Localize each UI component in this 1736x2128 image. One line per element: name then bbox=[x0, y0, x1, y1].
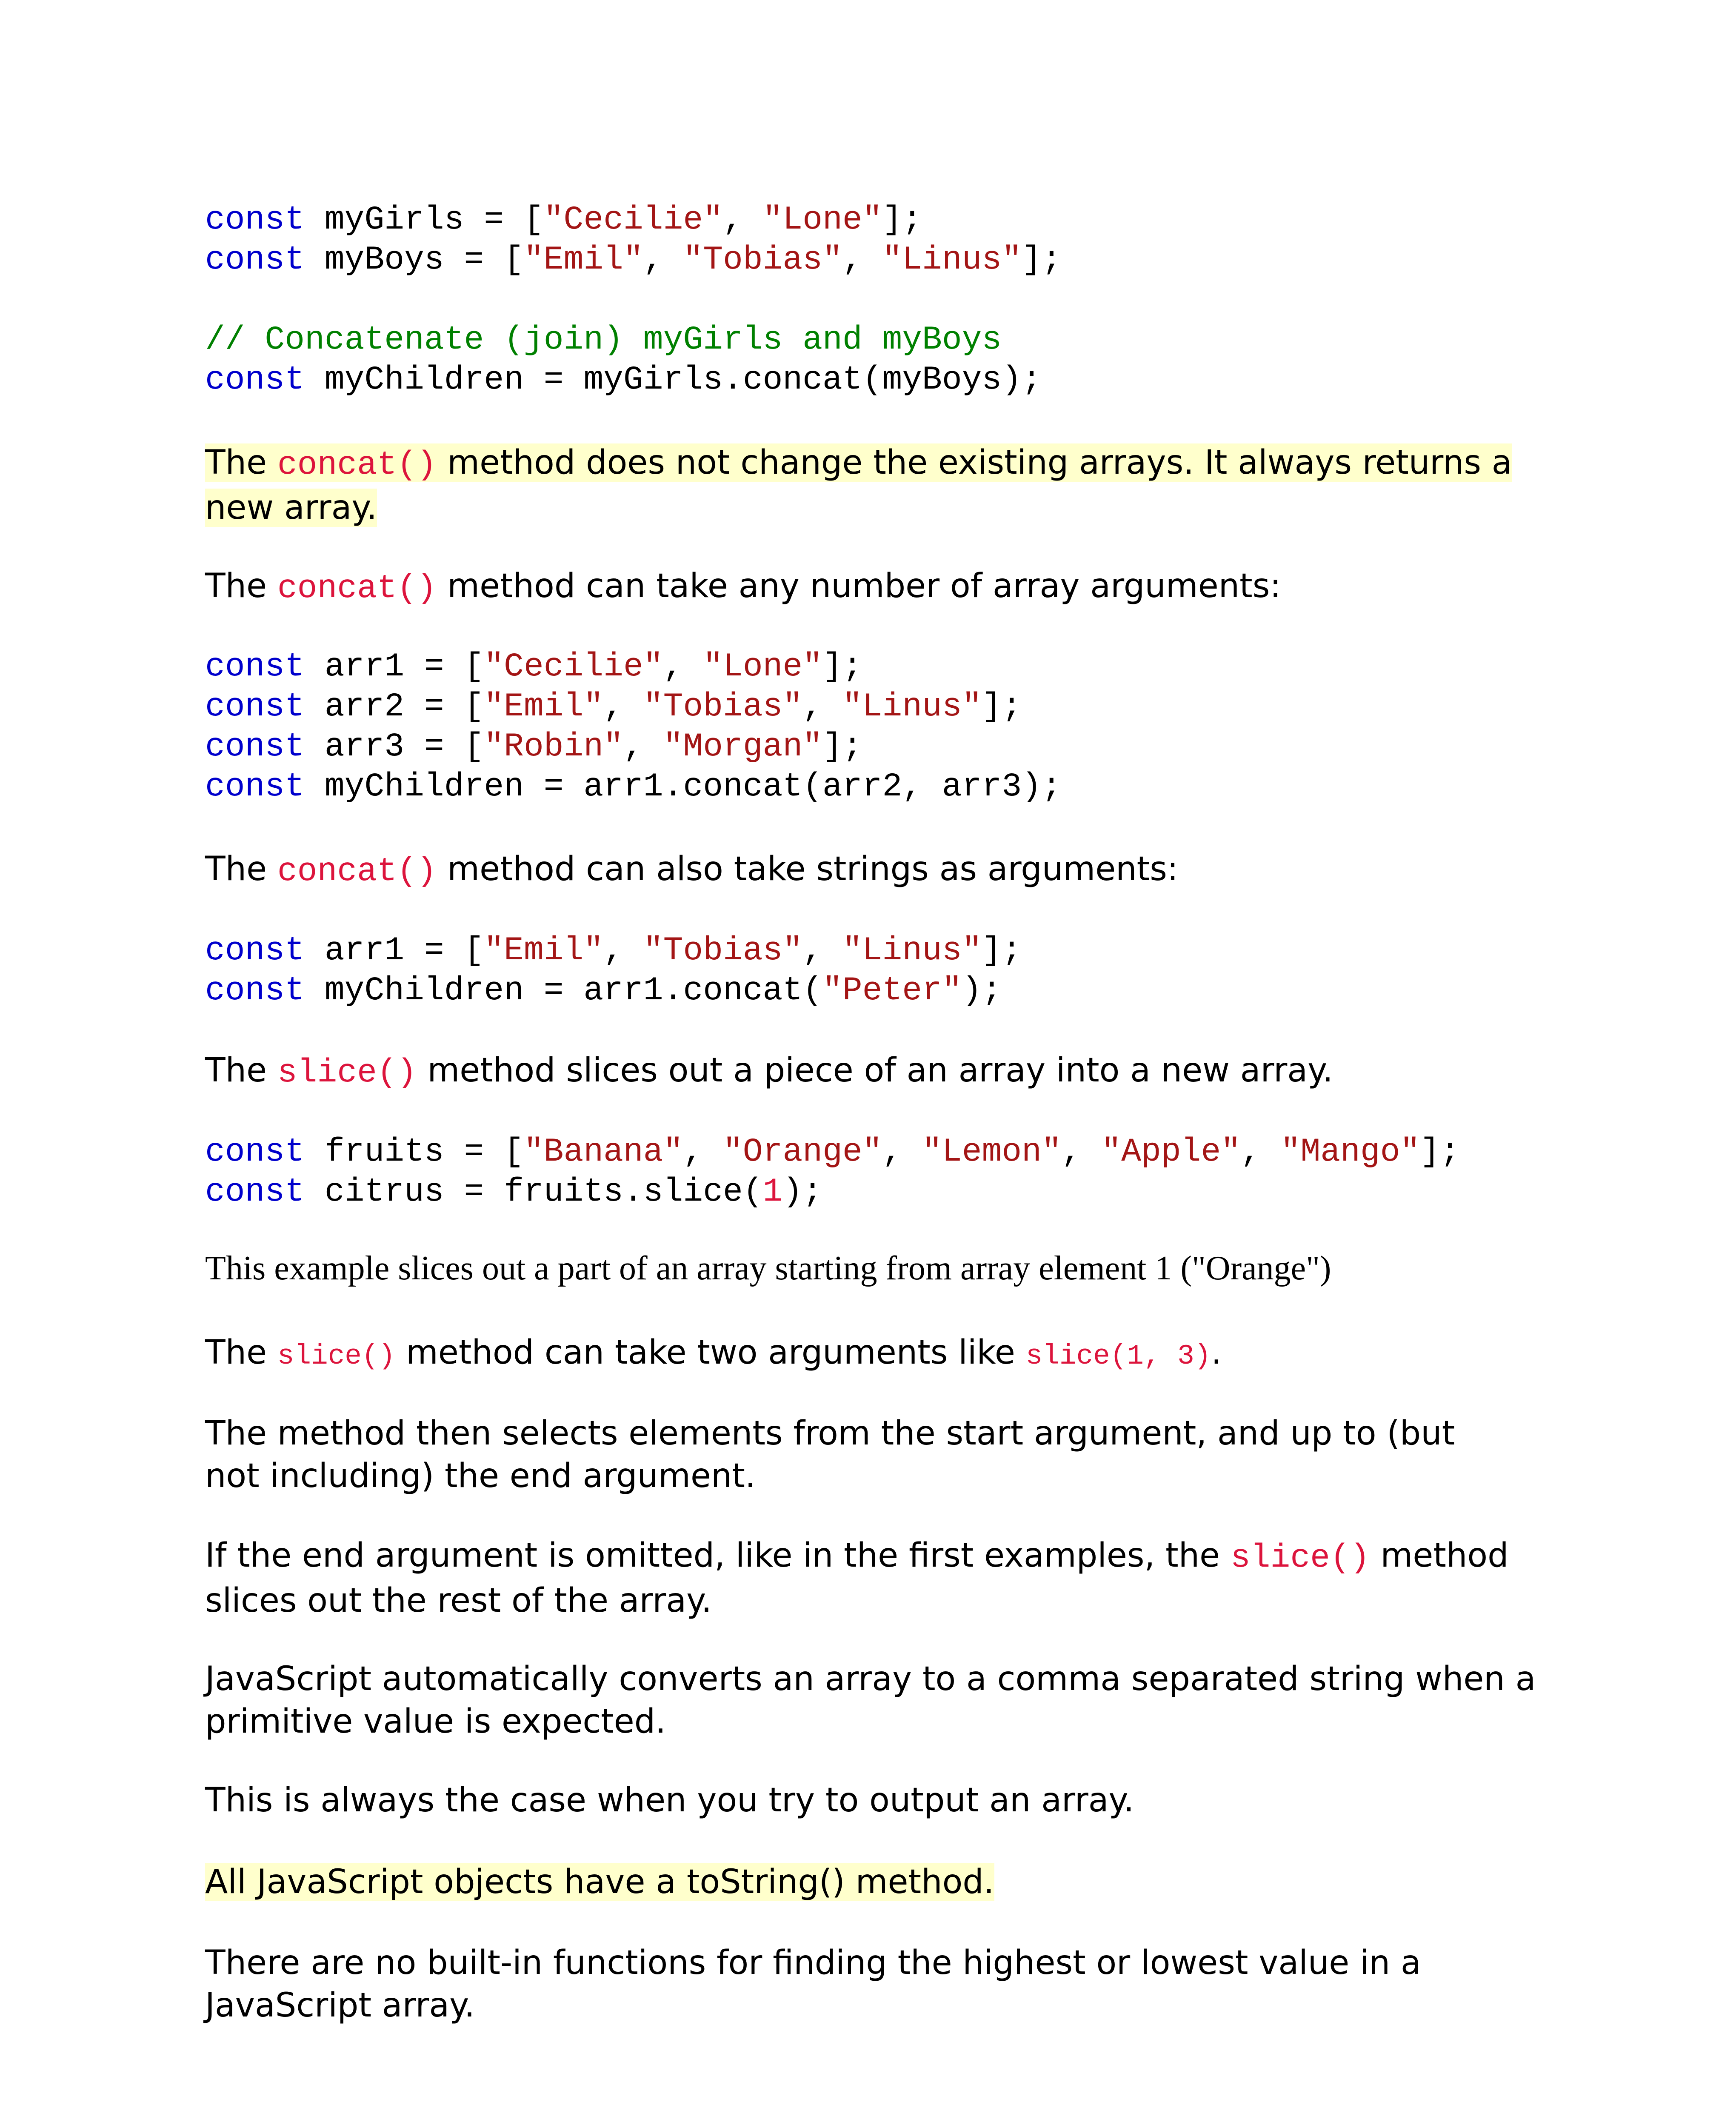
highlighted-text: All JavaScript objects have a toString() method. bbox=[205, 1863, 994, 1901]
code-block-slice-example bbox=[205, 1132, 1460, 1212]
paragraph-concat-arguments: The concat() method can take any number of array arguments: bbox=[205, 567, 1281, 607]
inline-code: concat() bbox=[277, 446, 437, 484]
code-comment: // Concatenate (join) myGirls and myBoys bbox=[205, 321, 1002, 359]
code-block-concat-string-arg bbox=[205, 931, 1022, 1011]
paragraph-no-builtin-max-min: There are no built-in functions for finding the highest or lowest value in a JavaScript array. bbox=[205, 1944, 1421, 2025]
code-block-concat-example bbox=[205, 200, 1062, 280]
code-line: const arr3 = ["Robin", "Morgan"]; bbox=[205, 728, 862, 766]
paragraph-tostring bbox=[205, 1861, 994, 1903]
code-block-concat-multiple bbox=[205, 647, 1062, 807]
paragraph-concat-strings: The concat() method can also take strings as arguments: bbox=[205, 850, 1179, 890]
code-line: const myChildren = arr1.concat(arr2, arr3); bbox=[205, 768, 1062, 806]
code-line: const arr2 = ["Emil", "Tobias", "Linus"]; bbox=[205, 688, 1022, 726]
inline-code: slice() bbox=[1230, 1539, 1370, 1577]
code-line: const myGirls = ["Cecilie", "Lone"]; bbox=[205, 201, 922, 239]
paragraph-slice-example-note: This example slices out a part of an array starting from array element 1 ("Orange") bbox=[205, 1250, 1331, 1287]
inline-code: slice() bbox=[277, 1340, 396, 1372]
code-line: const myChildren = arr1.concat("Peter"); bbox=[205, 972, 1002, 1010]
inline-code: concat() bbox=[277, 853, 437, 890]
highlighted-text: The concat() method does not change the existing arrays. It always returns a new array. bbox=[205, 443, 1512, 527]
code-line: const arr1 = ["Emil", "Tobias", "Linus"]; bbox=[205, 932, 1022, 970]
code-line: const myChildren = myGirls.concat(myBoys); bbox=[205, 361, 1042, 399]
paragraph-slice-intro: The slice() method slices out a piece of an array into a new array. bbox=[205, 1051, 1333, 1092]
paragraph-concat-no-change bbox=[205, 441, 1516, 529]
code-block-concat-join bbox=[205, 320, 1042, 400]
code-line: const arr1 = ["Cecilie", "Lone"]; bbox=[205, 648, 862, 686]
inline-code: slice() bbox=[277, 1054, 417, 1092]
paragraph-array-to-string: JavaScript automatically converts an array to a comma separated string when a primitive value is expected. bbox=[205, 1660, 1536, 1741]
code-line: const fruits = ["Banana", "Orange", "Lemon", "Apple", "Mango"]; bbox=[205, 1133, 1460, 1171]
code-line: const citrus = fruits.slice(1); bbox=[205, 1173, 823, 1211]
paragraph-slice-selection: The method then selects elements from the start argument, and up to (but not including) the end argument. bbox=[205, 1414, 1455, 1495]
paragraph-slice-omitted-end: If the end argument is omitted, like in the first examples, the slice() method slices out the rest of the array. bbox=[205, 1536, 1509, 1620]
paragraph-output-array: This is always the case when you try to output an array. bbox=[205, 1781, 1134, 1819]
inline-code: slice(1, 3) bbox=[1025, 1340, 1211, 1372]
paragraph-slice-two-args: The slice() method can take two arguments like slice(1, 3). bbox=[205, 1333, 1222, 1372]
code-line: const myBoys = ["Emil", "Tobias", "Linus"]; bbox=[205, 241, 1062, 279]
inline-code: concat() bbox=[277, 570, 437, 607]
